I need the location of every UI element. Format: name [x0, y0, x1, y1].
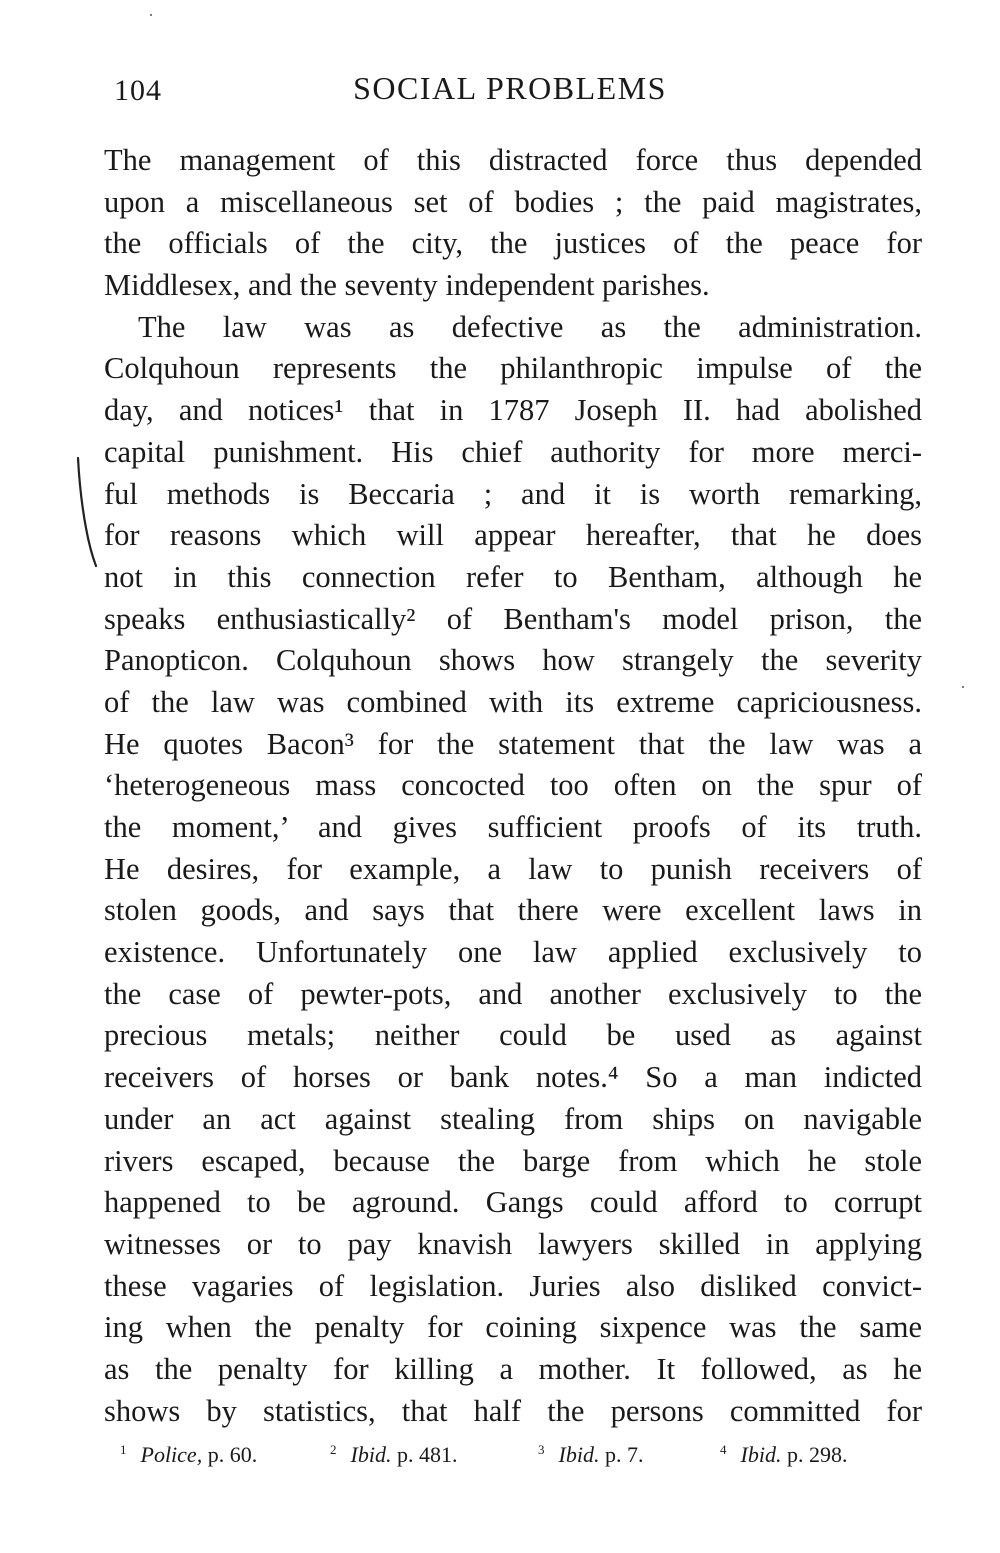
footnote-3: $^3$ Ibid. p. 7.: [538, 1442, 644, 1467]
text-line: witnesses or to pay knavish lawyers skilled in applying: [104, 1226, 922, 1261]
body-text: [104, 140, 922, 1432]
page-header: [100, 70, 920, 114]
scan-speck: [962, 686, 964, 688]
text-line: He quotes Bacon³ for the statement that the law was a: [104, 726, 922, 761]
text-line: He desires, for example, a law to punish receivers of: [104, 851, 922, 886]
scan-speck: [150, 14, 152, 16]
text-line: Panopticon. Colquhoun shows how strangely the severity: [104, 643, 922, 678]
text-line: these vagaries of legislation. Juries also disliked convict-: [104, 1268, 922, 1303]
footnote-4: $^4$ Ibid. p. 298.: [720, 1442, 848, 1467]
text-line: stolen goods, and says that there were excellent laws in: [104, 893, 922, 928]
text-line: existence. Unfortunately one law applied exclusively to: [104, 935, 922, 970]
text-line: receivers of horses or bank notes.⁴ So a man indicted: [104, 1060, 922, 1095]
text-line: Colquhoun represents the philanthropic impulse of the: [104, 351, 922, 386]
text-line: upon a miscellaneous set of bodies ; the paid magistrates,: [104, 184, 922, 219]
text-line: the moment,’ and gives sufficient proofs of its truth.: [104, 810, 922, 844]
footnote-2: $^2$ Ibid. p. 481.: [330, 1442, 458, 1467]
page-number: 104: [114, 74, 162, 107]
text-line: happened to be aground. Gangs could afford to corrupt: [104, 1185, 922, 1220]
text-line: shows by statistics, that half the persons committed for: [104, 1393, 922, 1428]
margin-pencil-mark: [74, 456, 98, 568]
text-line: ing when the penalty for coining sixpence was the same: [104, 1310, 922, 1345]
footnotes: [120, 1442, 900, 1482]
text-line: ful methods is Beccaria ; and it is worth remarking,: [104, 476, 922, 511]
text-line: under an act against stealing from ships on navigable: [104, 1101, 922, 1136]
text-line: speaks enthusiastically² of Bentham's model prison, the: [104, 601, 922, 636]
text-line: day, and notices¹ that in 1787 Joseph II. had abolished: [104, 393, 922, 428]
text-line: Middlesex, and the seventy independent parishes.: [104, 268, 710, 303]
text-line: The management of this distracted force thus depended: [104, 143, 922, 177]
text-line: of the law was combined with its extreme capriciousness.: [104, 684, 922, 719]
text-line: as the penalty for killing a mother. It followed, as he: [104, 1351, 922, 1386]
text-line: for reasons which will appear hereafter, that he does: [104, 518, 922, 553]
text-line: ‘heterogeneous mass concocted too often on the spur of: [104, 768, 922, 803]
text-line: precious metals; neither could be used as against: [104, 1018, 922, 1053]
text-line: the officials of the city, the justices of the peace for: [104, 226, 922, 261]
running-head: SOCIAL PROBLEMS: [353, 70, 667, 106]
footnote-1: $^1$ Police, p. 60.: [120, 1442, 258, 1467]
text-line: The law was as defective as the administration.: [138, 309, 922, 344]
text-line: rivers escaped, because the barge from which he stole: [104, 1143, 922, 1178]
text-line: not in this connection refer to Bentham, although he: [104, 559, 922, 594]
text-line: capital punishment. His chief authority for more merci-: [104, 434, 922, 469]
text-line: the case of pewter-pots, and another exclusively to the: [104, 976, 922, 1011]
